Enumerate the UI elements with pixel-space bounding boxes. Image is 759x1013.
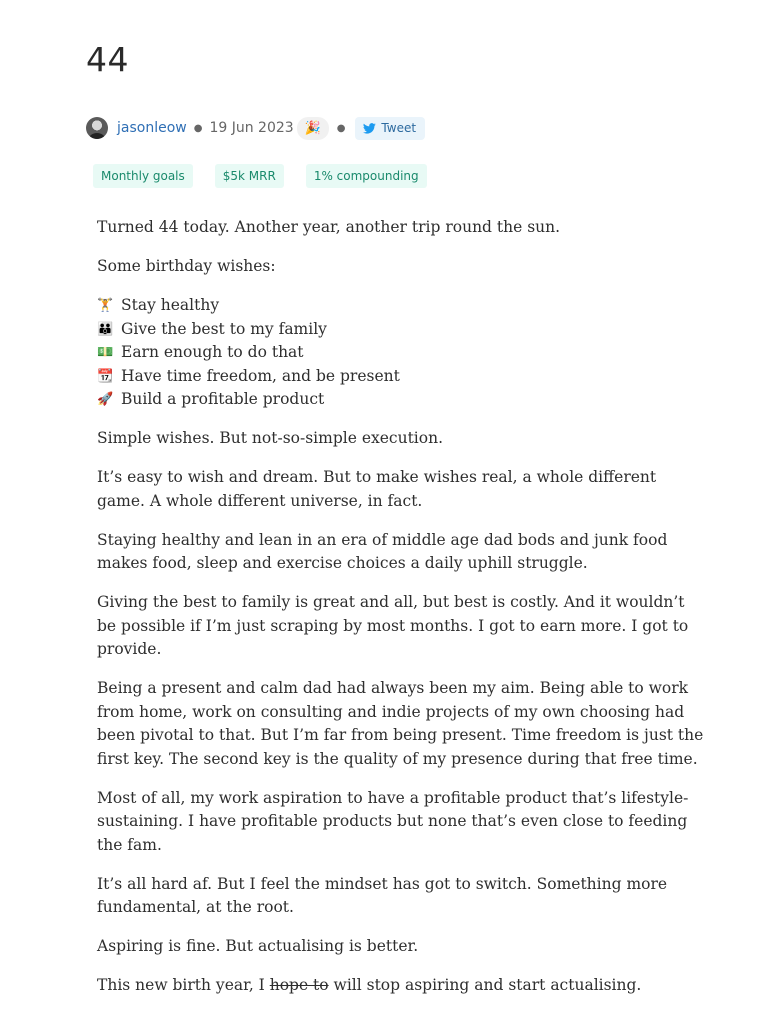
weightlifter-icon: 🏋 <box>97 298 114 313</box>
tag[interactable]: Monthly goals <box>93 164 193 188</box>
twitter-bird-icon <box>363 123 376 134</box>
wish-text: Stay healthy <box>121 296 220 314</box>
party-popper-icon[interactable]: 🎉 <box>297 117 329 140</box>
family-icon: 👪 <box>97 321 114 337</box>
paragraph: Some birthday wishes: <box>97 257 276 275</box>
list-item <box>97 294 707 318</box>
tweet-button[interactable] <box>355 117 425 140</box>
list-item <box>97 341 707 365</box>
author-link[interactable]: jasonleow <box>117 120 187 136</box>
separator-dot: ● <box>193 122 203 134</box>
wish-text: Have time freedom, and be present <box>121 366 400 385</box>
calendar-icon: 📆 <box>97 368 114 384</box>
text-fragment: will stop aspiring and start actualising. <box>328 976 642 994</box>
paragraph: Staying healthy and lean in an era of middle age dad bods and junk food makes food, sleep and exercise choices a daily uphill struggle. <box>97 530 668 572</box>
rocket-icon: 🚀 <box>97 392 114 407</box>
struck-text: hope to <box>269 976 329 994</box>
tag[interactable]: 1% compounding <box>306 164 427 188</box>
paragraph: It’s easy to wish and dream. But to make wishes real, a whole different game. A whole different universe, in fact. <box>97 468 657 510</box>
avatar[interactable] <box>86 117 108 139</box>
paragraph <box>97 974 707 998</box>
paragraph: It’s all hard af. But I feel the mindset has got to switch. Something more fundamental, at the root. <box>97 874 668 916</box>
list-item <box>97 365 707 389</box>
separator-dot: ● <box>336 122 346 134</box>
paragraph: Turned 44 today. Another year, another trip round the sun. <box>97 218 561 236</box>
post-date: 19 Jun 2023 <box>209 120 294 136</box>
paragraph: Most of all, my work aspiration to have a profitable product that’s lifestyle-sustaining. I have profitable products but none that’s even close to feeding the fam. <box>97 788 689 854</box>
paragraph: Simple wishes. But not-so-simple execution. <box>97 429 443 447</box>
post-body <box>97 216 707 1013</box>
money-icon: 💵 <box>97 345 114 360</box>
paragraph: Giving the best to family is great and all, but best is costly. And it wouldn’t be possible if I’m just scraping by most months. I got to earn more. I got to provide. <box>97 593 689 658</box>
list-item <box>97 318 707 342</box>
paragraph: Aspiring is fine. But actualising is better. <box>97 937 419 955</box>
wish-list <box>97 294 707 412</box>
list-item <box>97 388 707 412</box>
post-title: 44 <box>86 40 129 79</box>
tweet-label: Tweet <box>381 121 417 135</box>
paragraph: Being a present and calm dad had always been my aim. Being able to work from home, work on consulting and indie projects of my own choosing had been pivotal to that. But I’m far from being present. Time freedom is just the first key. The second key is the quality of my presence during that free time. <box>97 679 704 768</box>
wish-text: Build a profitable product <box>121 390 325 408</box>
tag-list <box>93 164 449 188</box>
text-fragment: This new birth year, I <box>97 976 270 994</box>
wish-text: Give the best to my family <box>121 319 327 338</box>
post-meta <box>86 116 425 140</box>
wish-text: Earn enough to do that <box>121 343 304 361</box>
tag[interactable]: $5k MRR <box>215 164 284 188</box>
